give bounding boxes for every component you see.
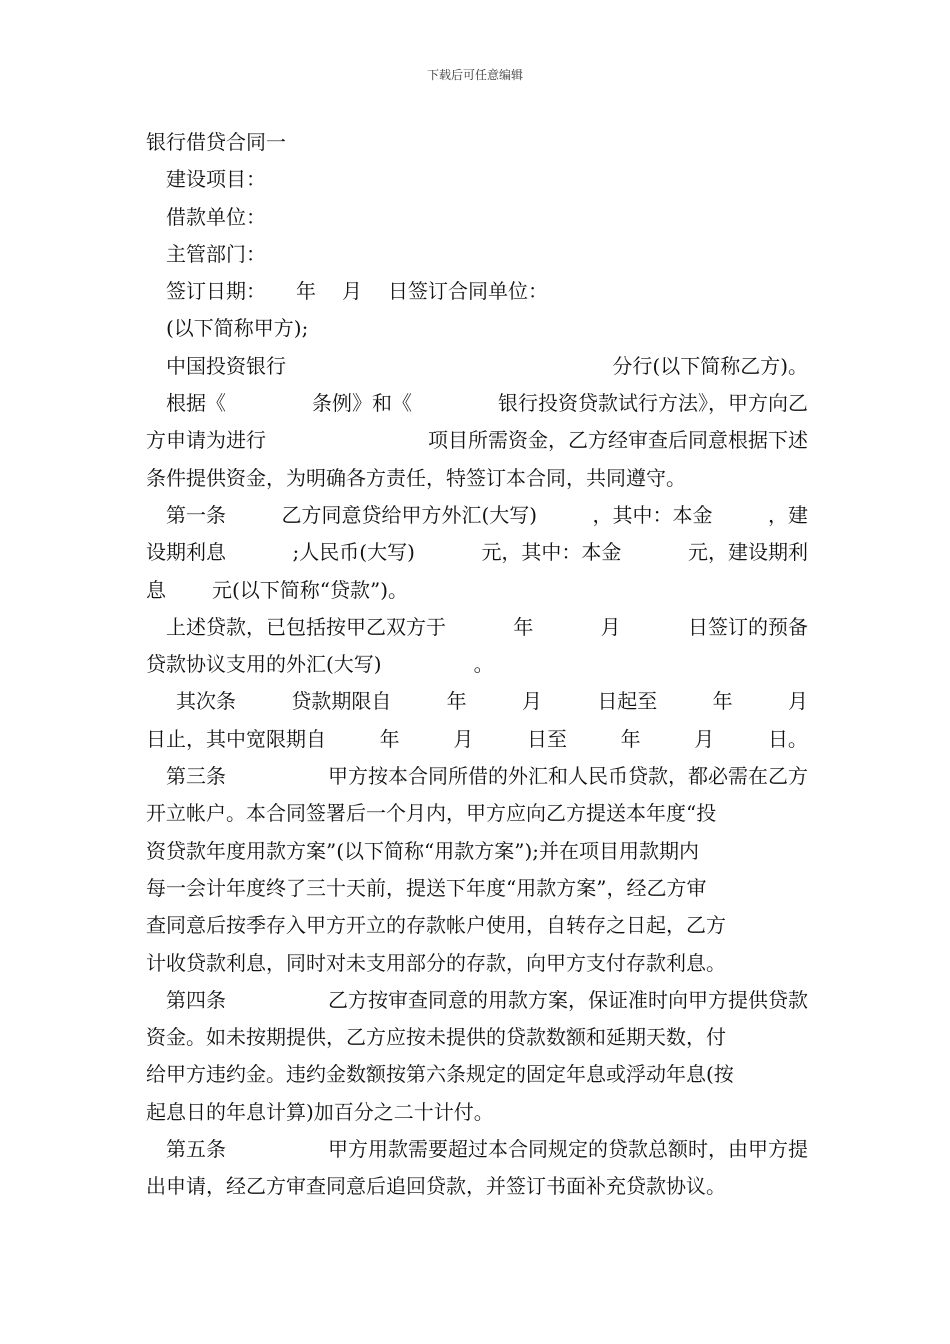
art4-line-2 <box>146 1019 808 1056</box>
field-label: 借款单位： <box>166 204 266 229</box>
text-segment: 条件提供资金，为明确各方责任，特签订本合同，共同遵守。 <box>146 465 686 490</box>
article-heading: 第五条 <box>166 1137 226 1162</box>
art1-line-2 <box>146 534 808 571</box>
art4-line-3 <box>146 1056 808 1093</box>
text-segment: 年 <box>513 614 534 639</box>
art1-line-1 <box>146 497 808 534</box>
text-segment: 银行投资贷款试行方法》，甲方向乙 <box>498 391 808 416</box>
art3-line-6 <box>146 945 808 982</box>
text-segment: 日签订的预备 <box>687 614 808 639</box>
title-line <box>146 124 808 161</box>
art4-line-4 <box>146 1094 808 1131</box>
field-borrower <box>146 199 808 236</box>
text-segment: 月 <box>600 614 621 639</box>
art3-line-1 <box>146 758 808 795</box>
text-segment: 日至 <box>526 726 567 751</box>
art3-line-4 <box>146 870 808 907</box>
text-segment: 甲方用款需要超过本合同规定的贷款总额时，由甲方提 <box>328 1137 808 1162</box>
p1-line-2 <box>146 422 808 459</box>
text-segment: 日起至 <box>597 689 658 714</box>
bank-name: 中国投资银行 <box>166 353 286 378</box>
text-segment: 起息日的年息计算)加百分之二十计付。 <box>146 1099 494 1124</box>
art3-line-2 <box>146 795 808 832</box>
field-label: 签订日期： <box>166 279 266 304</box>
text-segment: 元，其中：本金 <box>481 540 622 565</box>
field-label: 建设项目： <box>166 167 266 192</box>
article-heading: 第四条 <box>166 987 226 1012</box>
text-segment: 年 <box>712 689 733 714</box>
text-segment: 资贷款年度用款方案”(以下简称“用款方案”);并在项目用款期内 <box>146 838 700 863</box>
text-segment: 年 <box>379 726 400 751</box>
date-year: 年 <box>296 279 316 304</box>
art3-line-3 <box>146 833 808 870</box>
article-heading: 第三条 <box>166 764 226 789</box>
article-heading: 其次条 <box>176 689 236 714</box>
text-segment: 日止，其中宽限期自 <box>146 726 326 751</box>
p2-line-1 <box>146 609 808 646</box>
art5-line-1 <box>146 1131 808 1168</box>
field-authority <box>146 236 808 273</box>
text-segment: 日。 <box>767 726 808 751</box>
text-segment: 上述贷款，已包括按甲乙双方于 <box>166 614 446 639</box>
text-segment: 方申请为进行 <box>146 428 266 453</box>
text-segment: 息 <box>146 577 166 602</box>
text-segment: 项目所需资金，乙方经审查后同意根据下述 <box>428 428 808 453</box>
art1-line-3 <box>146 572 808 609</box>
art2-line-2 <box>146 721 808 758</box>
text-segment: 甲方按本合同所借的外汇和人民币贷款，都必需在乙方 <box>328 764 808 789</box>
text-segment: 根据《 <box>166 391 226 416</box>
text-segment: 设期利息 <box>146 540 226 565</box>
text-segment: 月 <box>521 689 542 714</box>
text-segment: ;人民币(大写) <box>292 540 415 565</box>
text-segment: 贷款协议支用的外汇(大写) <box>146 652 382 677</box>
page-header: 下载后可任意编辑 <box>426 68 523 82</box>
field-abbr-a <box>146 310 808 347</box>
field-label: 主管部门： <box>166 241 266 266</box>
field-label: (以下简称甲方); <box>166 316 309 341</box>
p1-line-3 <box>146 460 808 497</box>
text-segment: 元，建设期利 <box>687 540 808 565</box>
text-segment: 计收贷款利息，同时对未支用部分的存款，向甲方支付存款利息。 <box>146 950 726 975</box>
bank-branch: 分行(以下简称乙方)。 <box>612 353 808 378</box>
text-segment: 月 <box>694 726 715 751</box>
text-segment: 出申请，经乙方审查同意后追回贷款，并签订书面补充贷款协议。 <box>146 1174 726 1199</box>
text-segment: 年 <box>620 726 641 751</box>
text-segment: 查同意后按季存入甲方开立的存款帐户使用，自转存之日起，乙方 <box>146 913 726 938</box>
text-segment: 贷款期限自 <box>291 689 392 714</box>
text-segment: 年 <box>446 689 467 714</box>
p1-line-1 <box>146 385 808 422</box>
text-segment: 乙方按审查同意的用款方案，保证准时向甲方提供贷款 <box>328 987 808 1012</box>
text-segment: 。 <box>473 652 494 677</box>
document-title: 银行借贷合同一 <box>146 130 286 154</box>
date-month: 月 <box>342 279 362 304</box>
art3-line-5 <box>146 907 808 944</box>
text-segment: 给甲方违约金。违约金数额按第六条规定的固定年息或浮动年息(按 <box>146 1062 734 1087</box>
field-project <box>146 161 808 198</box>
date-day-unit: 日签订合同单位： <box>388 279 548 304</box>
text-segment: 月 <box>453 726 474 751</box>
article-heading: 第一条 <box>166 502 226 527</box>
text-segment: 月 <box>787 689 808 714</box>
text-segment: 乙方同意贷给甲方外汇(大写) <box>281 502 538 527</box>
art2-line-1 <box>146 683 808 720</box>
p2-line-2 <box>146 646 808 683</box>
text-segment: ，其中：本金 <box>592 502 713 527</box>
text-segment: 开立帐户。本合同签署后一个月内，甲方应向乙方提送本年度“投 <box>146 801 717 826</box>
art4-line-1 <box>146 982 808 1019</box>
contract-body <box>146 124 808 1206</box>
text-segment: 资金。如未按期提供，乙方应按未提供的贷款数额和延期天数，付 <box>146 1025 726 1050</box>
art5-line-2 <box>146 1168 808 1205</box>
text-segment: ，建 <box>767 502 808 527</box>
field-sign-date <box>146 273 808 310</box>
text-segment: 条例》和《 <box>312 391 412 416</box>
text-segment: 每一会计年度终了三十天前，提送下年度“用款方案”，经乙方审 <box>146 875 707 900</box>
field-bank <box>146 348 808 385</box>
text-segment: 元(以下简称“贷款”)。 <box>212 577 409 602</box>
